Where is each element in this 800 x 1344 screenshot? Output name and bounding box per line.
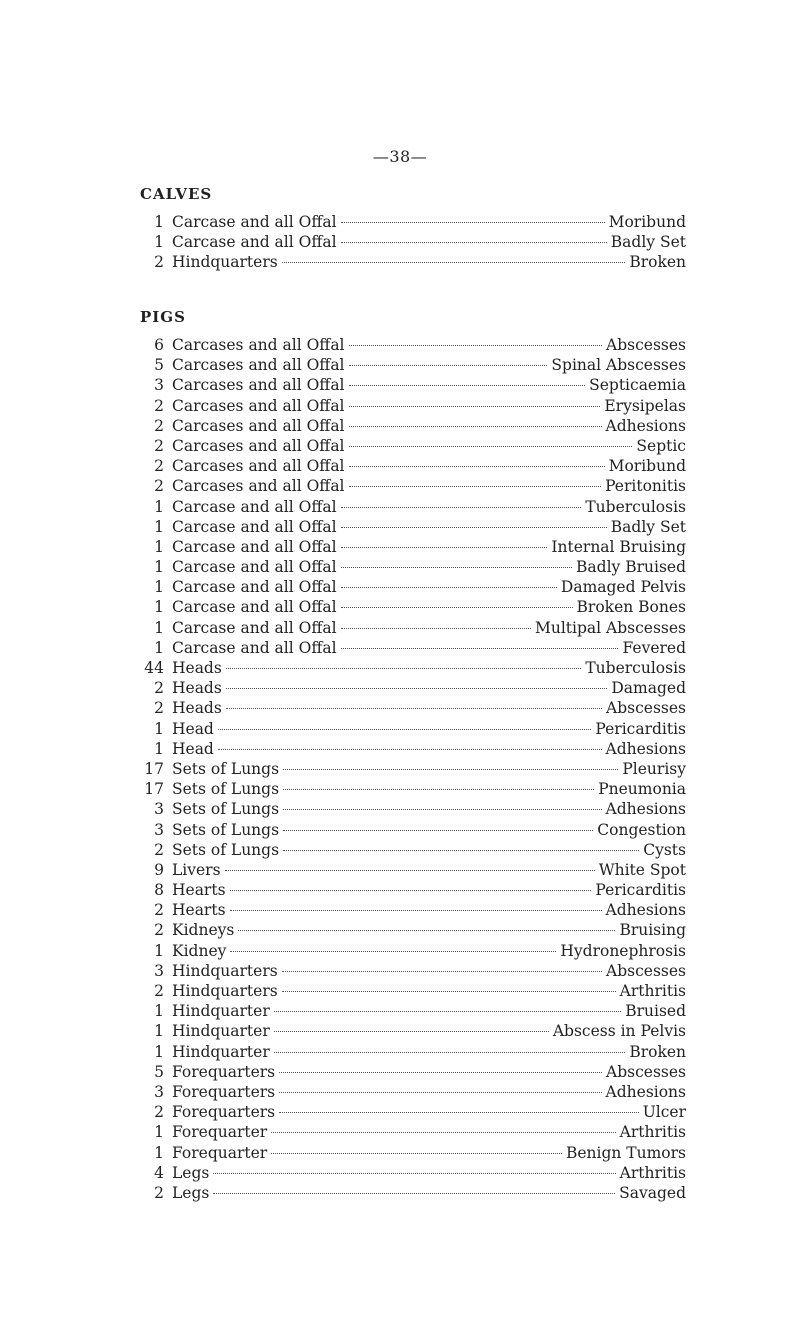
entry-item: Hindquarters [172, 253, 278, 272]
list-item [140, 375, 686, 395]
list-item [140, 396, 686, 416]
dot-leader [341, 527, 607, 528]
dot-leader [341, 607, 573, 608]
entry-quantity: 2 [154, 679, 164, 698]
page-number: —38— [372, 147, 428, 166]
entry-quantity: 1 [154, 1143, 164, 1162]
list-item [140, 860, 686, 880]
entry-item: Heads [172, 659, 222, 677]
entry-quantity: 2 [154, 436, 164, 455]
list-item [140, 698, 686, 718]
entry-condition: Abscesses [606, 336, 686, 354]
entry-item: Forequarters [172, 1062, 276, 1081]
entry-condition: Arthritis [619, 1163, 686, 1182]
entry-item: Forequarter [172, 1123, 268, 1142]
entry-item: Forequarters [172, 1103, 276, 1122]
entry-condition: Pericarditis [595, 719, 686, 738]
dot-leader [226, 688, 608, 689]
entry-item: Hindquarter [172, 1042, 270, 1061]
entry-item: Carcases and all Offal [172, 457, 345, 476]
entry-condition: Cysts [643, 840, 686, 859]
entry-quantity: 1 [154, 517, 164, 536]
entry-condition: Arthritis [619, 1123, 686, 1142]
entry-quantity: 8 [154, 881, 164, 900]
entry-quantity: 2 [154, 699, 164, 718]
dot-leader [341, 628, 531, 629]
dot-leader [349, 365, 548, 366]
list-item [140, 416, 686, 436]
entry-condition: Bruised [625, 1002, 686, 1021]
entry-condition: Adhesions [605, 416, 686, 435]
entry-item: Carcase and all Offal [172, 497, 337, 516]
list-item [140, 941, 686, 961]
dot-leader [341, 648, 619, 649]
list-item [140, 517, 686, 537]
entry-condition: Abscesses [606, 961, 686, 980]
dot-leader [230, 951, 556, 952]
entry-quantity: 5 [154, 1062, 164, 1081]
entry-condition: Peritonitis [605, 477, 686, 496]
entry-condition: Adhesions [605, 901, 686, 920]
entry-condition: Hydronephrosis [560, 941, 686, 960]
entry-quantity: 2 [154, 416, 164, 435]
list-item [140, 820, 686, 840]
entry-condition: Arthritis [619, 982, 686, 1000]
dot-leader [282, 262, 626, 263]
entry-quantity: 1 [154, 1042, 164, 1061]
dot-leader [279, 1112, 639, 1113]
entry-condition: Broken [629, 1042, 686, 1061]
dot-leader [283, 850, 639, 851]
section-title-calves: CALVES [140, 185, 213, 203]
entry-item: Carcases and all Offal [172, 477, 345, 496]
dot-leader [341, 547, 548, 548]
list-item [140, 232, 686, 252]
entry-item: Livers [172, 860, 221, 879]
entry-item: Carcases and all Offal [172, 356, 345, 375]
dot-leader [349, 385, 586, 386]
entry-condition: Abscess in Pelvis [552, 1022, 686, 1041]
dot-leader [282, 991, 616, 992]
calves-list [140, 212, 686, 273]
entry-quantity: 17 [144, 759, 164, 778]
entry-condition: Damaged [611, 679, 686, 698]
entry-quantity: 2 [154, 457, 164, 476]
dot-leader [349, 406, 601, 407]
entry-quantity: 2 [154, 477, 164, 496]
list-item [140, 577, 686, 597]
dot-leader [238, 930, 615, 931]
dot-leader [349, 345, 603, 346]
entry-item: Sets of Lungs [172, 780, 280, 799]
entry-quantity: 2 [154, 982, 164, 1000]
dot-leader [271, 1132, 615, 1133]
entry-quantity: 1 [154, 638, 164, 657]
list-item [140, 1082, 686, 1102]
entry-condition: Adhesions [605, 1082, 686, 1101]
list-item [140, 678, 686, 698]
entry-item: Sets of Lungs [172, 800, 280, 819]
list-item [140, 497, 686, 517]
entry-quantity: 1 [154, 719, 164, 738]
dot-leader [282, 971, 602, 972]
dot-leader [349, 486, 602, 487]
list-item [140, 719, 686, 739]
dot-leader [230, 910, 602, 911]
dot-leader [218, 749, 602, 750]
list-item [140, 537, 686, 557]
entry-quantity: 1 [154, 1002, 164, 1021]
list-item [140, 1021, 686, 1041]
entry-item: Heads [172, 679, 222, 698]
list-item [140, 920, 686, 940]
entry-condition: Damaged Pelvis [560, 578, 686, 597]
entry-item: Carcase and all Offal [172, 598, 337, 617]
list-item [140, 1122, 686, 1142]
entry-quantity: 1 [154, 941, 164, 960]
dot-leader [349, 446, 633, 447]
entry-quantity: 3 [154, 820, 164, 839]
entry-quantity: 1 [154, 578, 164, 597]
dot-leader [226, 708, 602, 709]
dot-leader [274, 1011, 621, 1012]
list-item [140, 638, 686, 658]
entry-quantity: 2 [154, 1103, 164, 1122]
list-item [140, 212, 686, 232]
entry-item: Hindquarters [172, 982, 278, 1000]
entry-item: Sets of Lungs [172, 759, 280, 778]
entry-item: Sets of Lungs [172, 840, 280, 859]
entry-item: Sets of Lungs [172, 820, 280, 839]
dot-leader [274, 1031, 549, 1032]
entry-quantity: 1 [154, 213, 164, 231]
entry-item: Carcase and all Offal [172, 618, 337, 637]
entry-quantity: 1 [154, 1022, 164, 1041]
entry-item: Legs [172, 1163, 210, 1182]
list-item [140, 759, 686, 779]
entry-condition: Spinal Abscesses [551, 356, 686, 375]
list-item [140, 618, 686, 638]
list-item [140, 355, 686, 375]
entry-quantity: 1 [154, 233, 164, 252]
entry-item: Head [172, 719, 214, 738]
entry-condition: Pneumonia [598, 780, 686, 799]
list-item [140, 1042, 686, 1062]
entry-condition: Abscesses [606, 699, 686, 718]
list-item [140, 900, 686, 920]
entry-quantity: 2 [154, 840, 164, 859]
list-item [140, 880, 686, 900]
list-item [140, 840, 686, 860]
dot-leader [283, 789, 594, 790]
entry-quantity: 1 [154, 618, 164, 637]
entry-quantity: 5 [154, 356, 164, 375]
list-item [140, 252, 686, 272]
entry-item: Carcase and all Offal [172, 233, 337, 252]
entry-condition: White Spot [598, 860, 686, 879]
entry-quantity: 9 [154, 860, 164, 879]
entry-condition: Fevered [622, 638, 686, 657]
entry-item: Kidney [172, 941, 227, 960]
entry-condition: Badly Set [610, 233, 686, 252]
entry-quantity: 1 [154, 558, 164, 577]
entry-quantity: 17 [144, 780, 164, 799]
entry-item: Carcase and all Offal [172, 638, 337, 657]
entry-condition: Bruising [619, 921, 686, 940]
entry-item: Carcases and all Offal [172, 436, 345, 455]
entry-item: Kidneys [172, 921, 235, 940]
entry-item: Forequarter [172, 1143, 268, 1162]
entry-item: Hearts [172, 881, 226, 900]
dot-leader [349, 466, 605, 467]
list-item [140, 557, 686, 577]
entry-quantity: 44 [144, 659, 164, 677]
entry-quantity: 2 [154, 921, 164, 940]
entry-item: Carcases and all Offal [172, 376, 345, 395]
entry-condition: Pleurisy [622, 759, 686, 778]
list-item [140, 1001, 686, 1021]
list-item [140, 799, 686, 819]
entry-quantity: 1 [154, 537, 164, 556]
list-item [140, 597, 686, 617]
dot-leader [213, 1193, 615, 1194]
entry-item: Hindquarter [172, 1022, 270, 1041]
list-item [140, 436, 686, 456]
list-item [140, 456, 686, 476]
entry-condition: Septic [636, 436, 686, 455]
dot-leader [283, 830, 593, 831]
entry-item: Forequarters [172, 1082, 276, 1101]
entry-item: Carcase and all Offal [172, 517, 337, 536]
entry-quantity: 1 [154, 497, 164, 516]
entry-item: Carcase and all Offal [172, 578, 337, 597]
entry-condition: Congestion [597, 820, 686, 839]
dot-leader [279, 1092, 601, 1093]
dot-leader [341, 507, 582, 508]
entry-condition: Moribund [608, 457, 686, 476]
list-item [140, 335, 686, 355]
list-item [140, 961, 686, 981]
entry-condition: Multipal Abscesses [534, 618, 686, 637]
entry-quantity: 2 [154, 253, 164, 272]
dot-leader [274, 1052, 626, 1053]
entry-quantity: 1 [154, 1123, 164, 1142]
dot-leader [225, 870, 595, 871]
entry-item: Carcases and all Offal [172, 416, 345, 435]
entry-condition: Tuberculosis [585, 497, 686, 516]
section-title-pigs: PIGS [140, 308, 186, 326]
entry-quantity: 1 [154, 739, 164, 758]
list-item [140, 476, 686, 496]
list-item [140, 739, 686, 759]
entry-quantity: 2 [154, 901, 164, 920]
dot-leader [271, 1153, 562, 1154]
entry-condition: Ulcer [642, 1103, 686, 1122]
entry-item: Carcase and all Offal [172, 213, 337, 231]
entry-condition: Pericarditis [595, 881, 686, 900]
entry-quantity: 2 [154, 1183, 164, 1202]
entry-condition: Savaged [619, 1183, 686, 1202]
entry-quantity: 2 [154, 396, 164, 415]
entry-condition: Erysipelas [604, 396, 686, 415]
list-item [140, 1102, 686, 1122]
entry-item: Carcases and all Offal [172, 396, 345, 415]
entry-quantity: 3 [154, 1082, 164, 1101]
entry-condition: Broken [629, 253, 686, 272]
pigs-list [140, 335, 686, 1203]
dot-leader [341, 587, 557, 588]
list-item [140, 1143, 686, 1163]
entry-condition: Internal Bruising [551, 537, 686, 556]
list-item [140, 1163, 686, 1183]
entry-quantity: 3 [154, 376, 164, 395]
list-item [140, 1062, 686, 1082]
list-item [140, 658, 686, 678]
dot-leader [230, 890, 592, 891]
entry-condition: Abscesses [606, 1062, 686, 1081]
entry-condition: Badly Set [610, 517, 686, 536]
dot-leader [218, 729, 592, 730]
list-item [140, 779, 686, 799]
entry-condition: Moribund [608, 213, 686, 231]
dot-leader [279, 1072, 602, 1073]
dot-leader [349, 426, 602, 427]
entry-condition: Septicaemia [589, 376, 686, 395]
entry-quantity: 3 [154, 961, 164, 980]
entry-item: Hindquarters [172, 961, 278, 980]
dot-leader [226, 668, 582, 669]
dot-leader [341, 222, 605, 223]
dot-leader [341, 567, 572, 568]
entry-item: Carcase and all Offal [172, 537, 337, 556]
entry-quantity: 1 [154, 598, 164, 617]
list-item [140, 981, 686, 1001]
entry-item: Carcases and all Offal [172, 336, 345, 354]
dot-leader [283, 769, 618, 770]
list-item [140, 1183, 686, 1203]
entry-quantity: 4 [154, 1163, 164, 1182]
entry-quantity: 6 [154, 336, 164, 354]
entry-condition: Adhesions [605, 739, 686, 758]
entry-condition: Broken Bones [576, 598, 686, 617]
entry-item: Head [172, 739, 214, 758]
entry-condition: Benign Tumors [565, 1143, 686, 1162]
entry-item: Hindquarter [172, 1002, 270, 1021]
entry-item: Legs [172, 1183, 210, 1202]
dot-leader [341, 242, 607, 243]
entry-item: Hearts [172, 901, 226, 920]
dot-leader [283, 809, 602, 810]
entry-item: Carcase and all Offal [172, 558, 337, 577]
entry-condition: Badly Bruised [576, 558, 686, 577]
dot-leader [213, 1173, 615, 1174]
entry-item: Heads [172, 699, 222, 718]
entry-condition: Tuberculosis [585, 659, 686, 677]
entry-condition: Adhesions [605, 800, 686, 819]
entry-quantity: 3 [154, 800, 164, 819]
